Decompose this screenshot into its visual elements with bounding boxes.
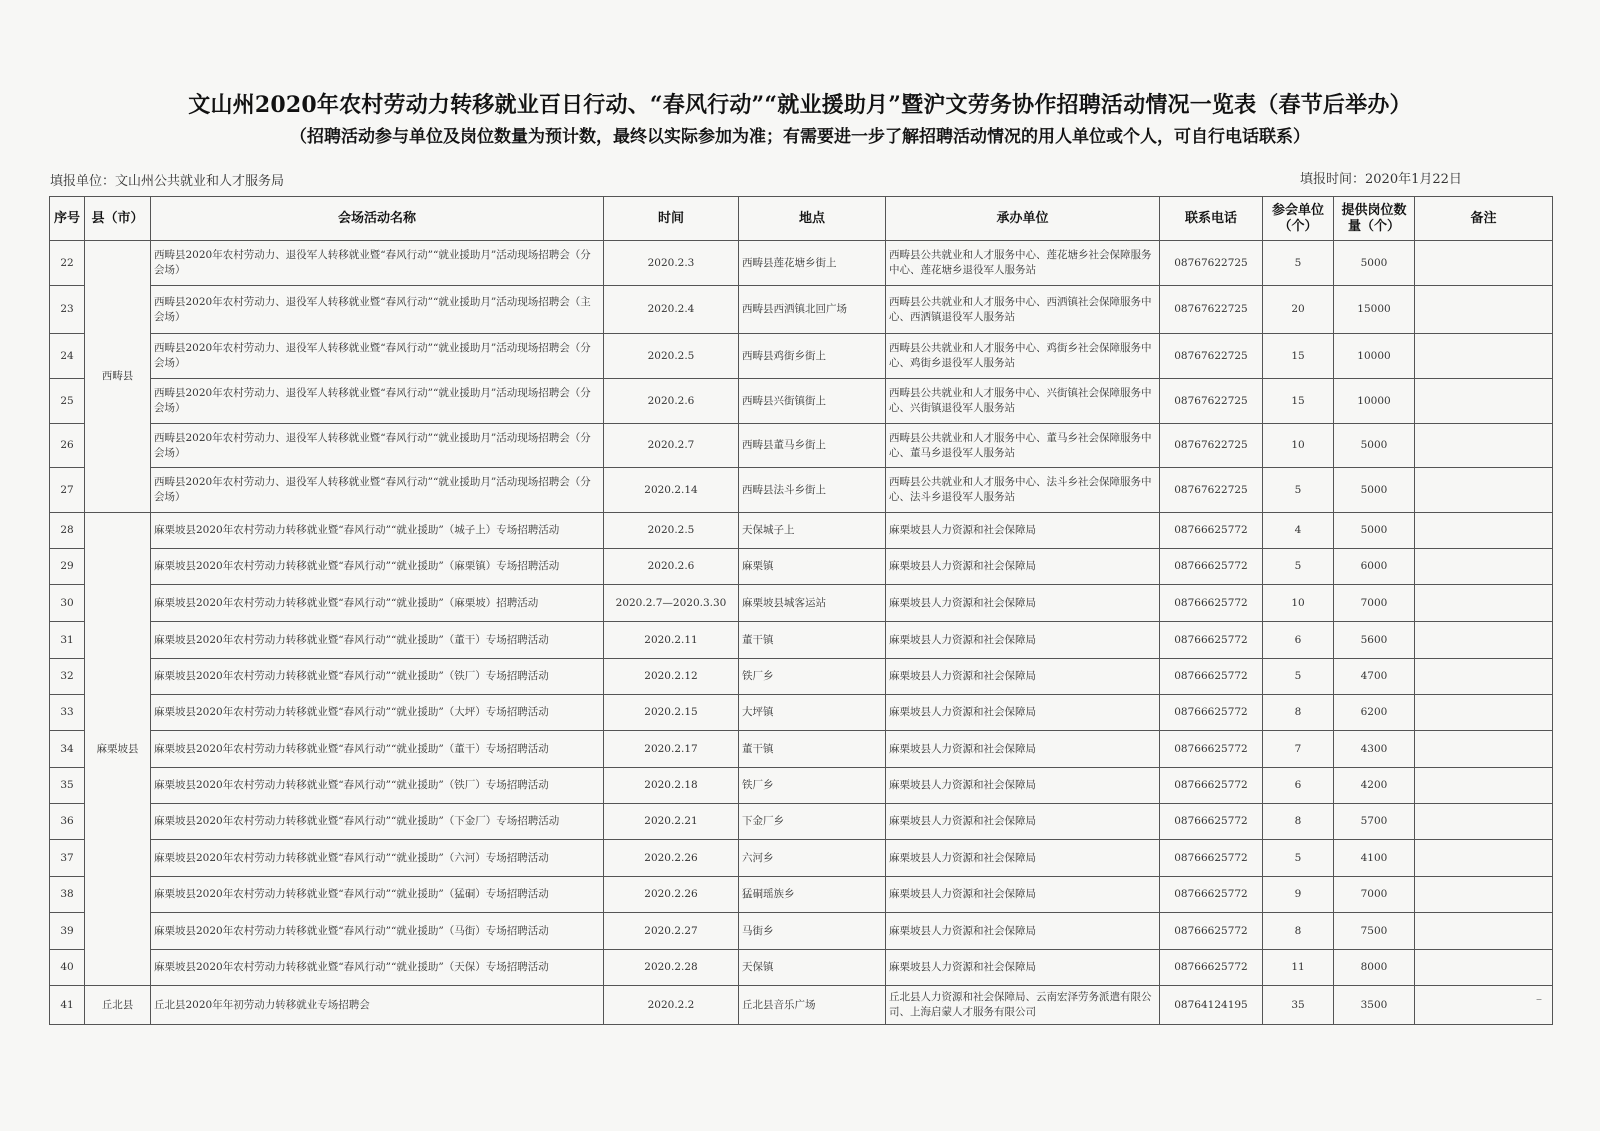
cell-time: 2020.2.5	[604, 334, 739, 379]
cell-units: 35	[1263, 986, 1334, 1025]
cell-positions: 6000	[1334, 549, 1415, 585]
cell-name: 麻栗坡县2020年农村劳动力转移就业暨“春风行动”“就业援助”（城子上）专场招聘活动	[151, 513, 604, 549]
fill-date: 填报时间：2020年1月22日	[1300, 172, 1462, 187]
header-remark: 备注	[1415, 197, 1553, 241]
cell-remark	[1415, 241, 1553, 286]
cell-place: 麻栗坡县城客运站	[739, 585, 886, 622]
cell-units: 7	[1263, 731, 1334, 768]
margin-dash-mark: –	[1536, 992, 1542, 1006]
cell-phone: 08766625772	[1160, 804, 1263, 840]
cell-remark	[1415, 379, 1553, 424]
cell-phone: 08767622725	[1160, 241, 1263, 286]
cell-phone: 08766625772	[1160, 659, 1263, 695]
cell-place: 天保镇	[739, 950, 886, 986]
cell-units: 20	[1263, 286, 1334, 334]
cell-positions: 15000	[1334, 286, 1415, 334]
cell-units: 15	[1263, 334, 1334, 379]
cell-organizer: 西畴县公共就业和人才服务中心、鸡街乡社会保障服务中心、鸡街乡退役军人服务站	[886, 334, 1160, 379]
cell-positions: 5000	[1334, 241, 1415, 286]
cell-time: 2020.2.27	[604, 913, 739, 950]
cell-phone: 08764124195	[1160, 986, 1263, 1025]
cell-no: 41	[50, 986, 85, 1025]
cell-positions: 7000	[1334, 877, 1415, 913]
cell-county: 麻栗坡县	[85, 513, 151, 986]
cell-organizer: 西畴县公共就业和人才服务中心、西洒镇社会保障服务中心、西洒镇退役军人服务站	[886, 286, 1160, 334]
cell-phone: 08766625772	[1160, 513, 1263, 549]
cell-units: 5	[1263, 468, 1334, 513]
cell-units: 6	[1263, 622, 1334, 659]
cell-no: 24	[50, 334, 85, 379]
table-row	[50, 986, 1553, 1025]
cell-organizer: 西畴县公共就业和人才服务中心、董马乡社会保障服务中心、董马乡退役军人服务站	[886, 424, 1160, 468]
header-name: 会场活动名称	[151, 197, 604, 241]
cell-name: 麻栗坡县2020年农村劳动力转移就业暨“春风行动”“就业援助”（董干）专场招聘活动	[151, 622, 604, 659]
table-row	[50, 513, 1553, 549]
cell-positions: 7500	[1334, 913, 1415, 950]
cell-place: 西畴县董马乡街上	[739, 424, 886, 468]
cell-positions: 5700	[1334, 804, 1415, 840]
cell-positions: 5000	[1334, 424, 1415, 468]
cell-no: 26	[50, 424, 85, 468]
cell-time: 2020.2.12	[604, 659, 739, 695]
cell-remark	[1415, 622, 1553, 659]
cell-no: 27	[50, 468, 85, 513]
cell-positions: 8000	[1334, 950, 1415, 986]
cell-time: 2020.2.7	[604, 424, 739, 468]
cell-name: 麻栗坡县2020年农村劳动力转移就业暨“春风行动”“就业援助”（铁厂）专场招聘活动	[151, 659, 604, 695]
cell-remark	[1415, 585, 1553, 622]
header-phone: 联系电话	[1160, 197, 1263, 241]
table-row	[50, 913, 1553, 950]
cell-units: 15	[1263, 379, 1334, 424]
cell-time: 2020.2.26	[604, 877, 739, 913]
table-row	[50, 549, 1553, 585]
cell-name: 丘北县2020年年初劳动力转移就业专场招聘会	[151, 986, 604, 1025]
cell-organizer: 麻栗坡县人力资源和社会保障局	[886, 840, 1160, 877]
table-row	[50, 334, 1553, 379]
cell-no: 40	[50, 950, 85, 986]
cell-county: 丘北县	[85, 986, 151, 1025]
cell-time: 2020.2.28	[604, 950, 739, 986]
recruitment-table	[49, 196, 1553, 1025]
cell-name: 西畴县2020年农村劳动力、退役军人转移就业暨“春风行动”“就业援助月”活动现场招聘会（分会场）	[151, 379, 604, 424]
cell-organizer: 麻栗坡县人力资源和社会保障局	[886, 950, 1160, 986]
cell-name: 西畴县2020年农村劳动力、退役军人转移就业暨“春风行动”“就业援助月”活动现场招聘会（主会场）	[151, 286, 604, 334]
cell-phone: 08766625772	[1160, 549, 1263, 585]
table-row	[50, 695, 1553, 731]
cell-time: 2020.2.14	[604, 468, 739, 513]
cell-name: 麻栗坡县2020年农村劳动力转移就业暨“春风行动”“就业援助”（猛硐）专场招聘活动	[151, 877, 604, 913]
cell-positions: 10000	[1334, 379, 1415, 424]
table-row	[50, 286, 1553, 334]
cell-units: 8	[1263, 913, 1334, 950]
table-row	[50, 424, 1553, 468]
cell-phone: 08766625772	[1160, 695, 1263, 731]
table-row	[50, 950, 1553, 986]
cell-time: 2020.2.21	[604, 804, 739, 840]
table-row	[50, 659, 1553, 695]
cell-phone: 08767622725	[1160, 286, 1263, 334]
cell-organizer: 麻栗坡县人力资源和社会保障局	[886, 695, 1160, 731]
cell-remark	[1415, 334, 1553, 379]
cell-place: 六河乡	[739, 840, 886, 877]
table-row	[50, 241, 1553, 286]
cell-phone: 08767622725	[1160, 424, 1263, 468]
cell-no: 37	[50, 840, 85, 877]
cell-remark	[1415, 286, 1553, 334]
cell-phone: 08766625772	[1160, 731, 1263, 768]
cell-no: 31	[50, 622, 85, 659]
cell-units: 4	[1263, 513, 1334, 549]
cell-no: 23	[50, 286, 85, 334]
cell-remark	[1415, 950, 1553, 986]
cell-remark	[1415, 468, 1553, 513]
cell-units: 5	[1263, 549, 1334, 585]
cell-organizer: 麻栗坡县人力资源和社会保障局	[886, 513, 1160, 549]
table-row	[50, 768, 1553, 804]
cell-place: 铁厂乡	[739, 659, 886, 695]
cell-units: 8	[1263, 804, 1334, 840]
cell-phone: 08767622725	[1160, 379, 1263, 424]
cell-no: 30	[50, 585, 85, 622]
table-row	[50, 468, 1553, 513]
cell-no: 35	[50, 768, 85, 804]
cell-units: 5	[1263, 659, 1334, 695]
cell-phone: 08766625772	[1160, 950, 1263, 986]
cell-no: 32	[50, 659, 85, 695]
cell-positions: 6200	[1334, 695, 1415, 731]
cell-organizer: 麻栗坡县人力资源和社会保障局	[886, 877, 1160, 913]
cell-name: 麻栗坡县2020年农村劳动力转移就业暨“春风行动”“就业援助”（马街）专场招聘活动	[151, 913, 604, 950]
cell-remark	[1415, 659, 1553, 695]
cell-phone: 08767622725	[1160, 468, 1263, 513]
cell-organizer: 西畴县公共就业和人才服务中心、法斗乡社会保障服务中心、法斗乡退役军人服务站	[886, 468, 1160, 513]
cell-time: 2020.2.4	[604, 286, 739, 334]
cell-no: 33	[50, 695, 85, 731]
table-row	[50, 585, 1553, 622]
table-row	[50, 622, 1553, 659]
table-header-row	[50, 197, 1553, 241]
cell-positions: 5000	[1334, 513, 1415, 549]
cell-organizer: 丘北县人力资源和社会保障局、云南宏泽劳务派遣有限公司、上海启蒙人才服务有限公司	[886, 986, 1160, 1025]
cell-place: 天保城子上	[739, 513, 886, 549]
header-units: 参会单位（个）	[1263, 197, 1334, 241]
cell-remark	[1415, 549, 1553, 585]
cell-no: 39	[50, 913, 85, 950]
cell-phone: 08766625772	[1160, 840, 1263, 877]
page-subtitle: （招聘活动参与单位及岗位数量为预计数，最终以实际参加为准；有需要进一步了解招聘活动情况的用人单位或个人，可自行电话联系）	[290, 127, 1310, 147]
cell-units: 11	[1263, 950, 1334, 986]
cell-positions: 4300	[1334, 731, 1415, 768]
cell-name: 西畴县2020年农村劳动力、退役军人转移就业暨“春风行动”“就业援助月”活动现场招聘会（分会场）	[151, 424, 604, 468]
cell-no: 28	[50, 513, 85, 549]
cell-name: 西畴县2020年农村劳动力、退役军人转移就业暨“春风行动”“就业援助月”活动现场招聘会（分会场）	[151, 334, 604, 379]
cell-units: 5	[1263, 840, 1334, 877]
cell-place: 马街乡	[739, 913, 886, 950]
cell-place: 西畴县莲花塘乡街上	[739, 241, 886, 286]
cell-time: 2020.2.26	[604, 840, 739, 877]
cell-phone: 08766625772	[1160, 768, 1263, 804]
cell-remark	[1415, 986, 1553, 1025]
table-row	[50, 804, 1553, 840]
cell-organizer: 麻栗坡县人力资源和社会保障局	[886, 659, 1160, 695]
cell-positions: 7000	[1334, 585, 1415, 622]
cell-units: 9	[1263, 877, 1334, 913]
table-row	[50, 379, 1553, 424]
cell-phone: 08766625772	[1160, 877, 1263, 913]
cell-place: 西畴县兴街镇街上	[739, 379, 886, 424]
cell-place: 西畴县鸡街乡街上	[739, 334, 886, 379]
cell-organizer: 麻栗坡县人力资源和社会保障局	[886, 622, 1160, 659]
cell-no: 38	[50, 877, 85, 913]
header-time: 时间	[604, 197, 739, 241]
cell-time: 2020.2.3	[604, 241, 739, 286]
cell-units: 8	[1263, 695, 1334, 731]
cell-place: 董干镇	[739, 731, 886, 768]
cell-units: 5	[1263, 241, 1334, 286]
cell-place: 铁厂乡	[739, 768, 886, 804]
header-no: 序号	[50, 197, 85, 241]
cell-name: 麻栗坡县2020年农村劳动力转移就业暨“春风行动”“就业援助”（六河）专场招聘活动	[151, 840, 604, 877]
cell-positions: 3500	[1334, 986, 1415, 1025]
cell-remark	[1415, 731, 1553, 768]
cell-time: 2020.2.2	[604, 986, 739, 1025]
cell-positions: 4200	[1334, 768, 1415, 804]
table-row	[50, 877, 1553, 913]
cell-remark	[1415, 877, 1553, 913]
cell-time: 2020.2.7—2020.3.30	[604, 585, 739, 622]
header-positions: 提供岗位数量（个）	[1334, 197, 1415, 241]
cell-units: 10	[1263, 585, 1334, 622]
cell-positions: 5600	[1334, 622, 1415, 659]
cell-units: 10	[1263, 424, 1334, 468]
cell-organizer: 麻栗坡县人力资源和社会保障局	[886, 549, 1160, 585]
cell-place: 下金厂乡	[739, 804, 886, 840]
cell-organizer: 麻栗坡县人力资源和社会保障局	[886, 768, 1160, 804]
header-place: 地点	[739, 197, 886, 241]
cell-time: 2020.2.5	[604, 513, 739, 549]
cell-positions: 4100	[1334, 840, 1415, 877]
cell-organizer: 麻栗坡县人力资源和社会保障局	[886, 804, 1160, 840]
cell-organizer: 麻栗坡县人力资源和社会保障局	[886, 585, 1160, 622]
cell-phone: 08766625772	[1160, 585, 1263, 622]
cell-name: 麻栗坡县2020年农村劳动力转移就业暨“春风行动”“就业援助”（麻栗镇）专场招聘活动	[151, 549, 604, 585]
cell-remark	[1415, 768, 1553, 804]
cell-place: 麻栗镇	[739, 549, 886, 585]
table-row	[50, 731, 1553, 768]
cell-positions: 4700	[1334, 659, 1415, 695]
cell-name: 麻栗坡县2020年农村劳动力转移就业暨“春风行动”“就业援助”（天保）专场招聘活动	[151, 950, 604, 986]
cell-name: 麻栗坡县2020年农村劳动力转移就业暨“春风行动”“就业援助”（铁厂）专场招聘活动	[151, 768, 604, 804]
cell-positions: 5000	[1334, 468, 1415, 513]
cell-positions: 10000	[1334, 334, 1415, 379]
cell-name: 麻栗坡县2020年农村劳动力转移就业暨“春风行动”“就业援助”（下金厂）专场招聘活动	[151, 804, 604, 840]
cell-remark	[1415, 424, 1553, 468]
cell-time: 2020.2.18	[604, 768, 739, 804]
cell-no: 34	[50, 731, 85, 768]
cell-organizer: 西畴县公共就业和人才服务中心、莲花塘乡社会保障服务中心、莲花塘乡退役军人服务站	[886, 241, 1160, 286]
cell-name: 麻栗坡县2020年农村劳动力转移就业暨“春风行动”“就业援助”（董干）专场招聘活动	[151, 731, 604, 768]
cell-place: 董干镇	[739, 622, 886, 659]
cell-name: 麻栗坡县2020年农村劳动力转移就业暨“春风行动”“就业援助”（麻栗坡）招聘活动	[151, 585, 604, 622]
fill-unit: 填报单位：文山州公共就业和人才服务局	[50, 174, 285, 189]
cell-place: 丘北县音乐广场	[739, 986, 886, 1025]
cell-name: 麻栗坡县2020年农村劳动力转移就业暨“春风行动”“就业援助”（大坪）专场招聘活动	[151, 695, 604, 731]
header-organizer: 承办单位	[886, 197, 1160, 241]
cell-no: 29	[50, 549, 85, 585]
cell-remark	[1415, 913, 1553, 950]
cell-organizer: 麻栗坡县人力资源和社会保障局	[886, 913, 1160, 950]
cell-place: 大坪镇	[739, 695, 886, 731]
cell-time: 2020.2.6	[604, 379, 739, 424]
cell-time: 2020.2.11	[604, 622, 739, 659]
cell-time: 2020.2.15	[604, 695, 739, 731]
cell-phone: 08766625772	[1160, 622, 1263, 659]
cell-name: 西畴县2020年农村劳动力、退役军人转移就业暨“春风行动”“就业援助月”活动现场招聘会（分会场）	[151, 241, 604, 286]
cell-no: 36	[50, 804, 85, 840]
cell-time: 2020.2.17	[604, 731, 739, 768]
cell-place: 西畴县西洒镇北回广场	[739, 286, 886, 334]
cell-name: 西畴县2020年农村劳动力、退役军人转移就业暨“春风行动”“就业援助月”活动现场招聘会（分会场）	[151, 468, 604, 513]
table-row	[50, 840, 1553, 877]
cell-phone: 08766625772	[1160, 913, 1263, 950]
cell-remark	[1415, 513, 1553, 549]
cell-remark	[1415, 840, 1553, 877]
cell-phone: 08767622725	[1160, 334, 1263, 379]
cell-no: 25	[50, 379, 85, 424]
cell-time: 2020.2.6	[604, 549, 739, 585]
cell-units: 6	[1263, 768, 1334, 804]
header-county: 县（市）	[85, 197, 151, 241]
cell-remark	[1415, 804, 1553, 840]
cell-organizer: 麻栗坡县人力资源和社会保障局	[886, 731, 1160, 768]
cell-county: 西畴县	[85, 241, 151, 513]
cell-no: 22	[50, 241, 85, 286]
cell-place: 猛硐瑶族乡	[739, 877, 886, 913]
page-title: 文山州2020年农村劳动力转移就业百日行动、“春风行动”“就业援助月”暨沪文劳务协作招聘活动情况一览表（春节后举办）	[188, 92, 1412, 118]
cell-organizer: 西畴县公共就业和人才服务中心、兴街镇社会保障服务中心、兴街镇退役军人服务站	[886, 379, 1160, 424]
cell-remark	[1415, 695, 1553, 731]
cell-place: 西畴县法斗乡街上	[739, 468, 886, 513]
